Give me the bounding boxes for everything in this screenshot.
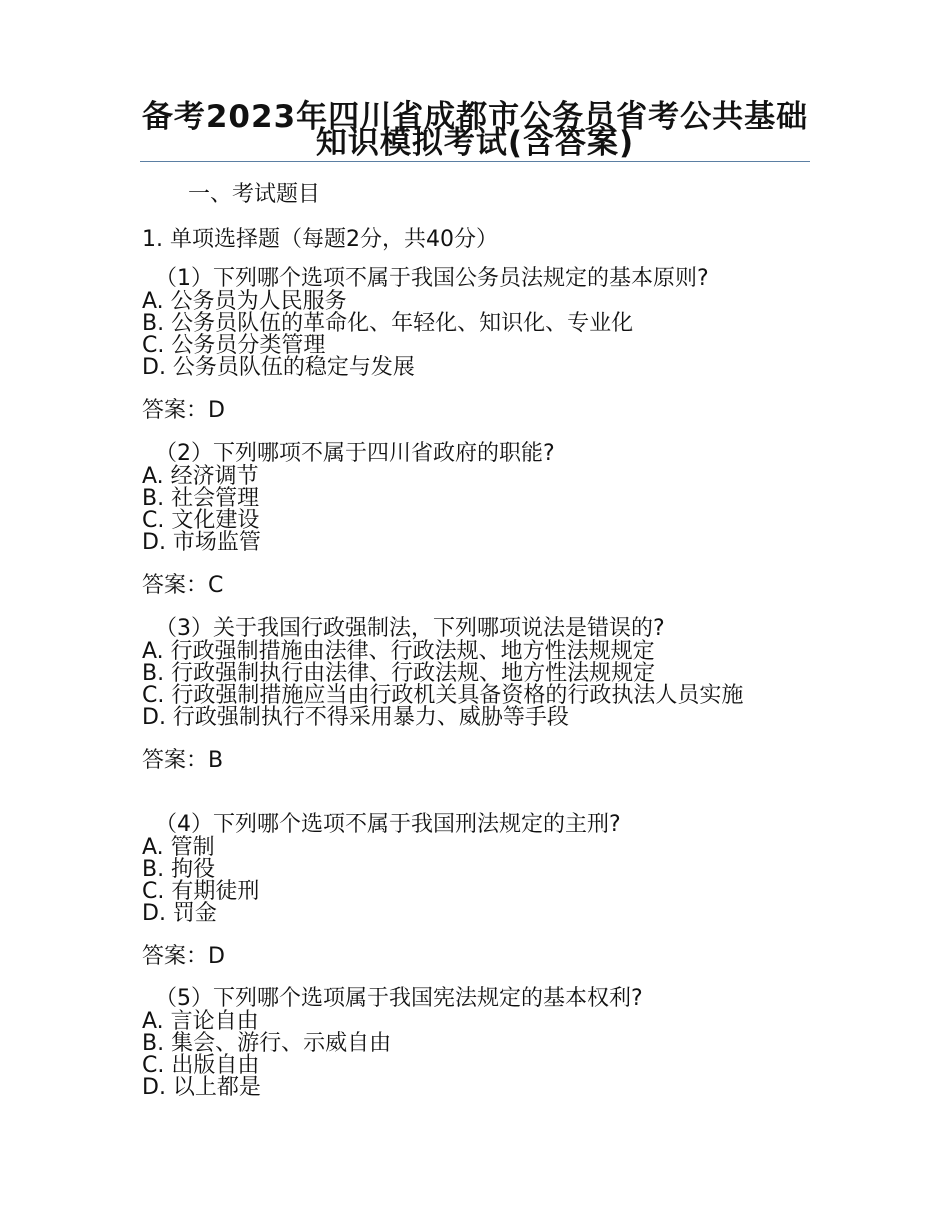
option-a: A. 行政强制措施由法律、行政法规、地方性法规规定 [142,639,655,664]
option-d: D. 公务员队伍的稳定与发展 [142,355,415,380]
question-2 [142,442,802,600]
option-d: D. 罚金 [142,901,217,926]
option-b: B. 行政强制执行由法律、行政法规、地方性法规规定 [142,661,656,686]
option-c: C. 出版自由 [142,1053,260,1078]
option-a: A. 公务员为人民服务 [142,289,347,314]
question-4 [142,813,802,971]
option-a: A. 经济调节 [142,464,259,489]
answer: 答案：D [142,944,225,969]
question-1 [142,267,802,425]
document-title: 备考2023年四川省成都市公务员省考公共基础知识模拟考试(含答案) [141,99,809,161]
option-d: D. 行政强制执行不得采用暴力、威胁等手段 [142,705,569,730]
option-b: B. 公务员队伍的革命化、年轻化、知识化、专业化 [142,311,634,336]
question-stem: （5）下列哪个选项属于我国宪法规定的基本权利? [155,986,643,1011]
option-c: C. 有期徒刑 [142,879,260,904]
option-d: D. 以上都是 [142,1075,261,1100]
answer: 答案：D [142,398,225,423]
question-stem: （2）下列哪项不属于四川省政府的职能? [155,441,555,466]
section-heading: 一、考试题目 [188,182,321,207]
answer: 答案：C [142,573,224,598]
question-stem: （4）下列哪个选项不属于我国刑法规定的主刑? [155,812,621,837]
option-d: D. 市场监管 [142,530,261,555]
answer: 答案：B [142,748,224,773]
question-stem: （1）下列哪个选项不属于我国公务员法规定的基本原则? [155,266,709,291]
option-c: C. 文化建设 [142,508,260,533]
option-b: B. 集会、游行、示威自由 [142,1031,392,1056]
part-heading: 1. 单项选择题（每题2分，共40分） [142,227,498,252]
option-a: A. 言论自由 [142,1009,259,1034]
title-underline [140,161,810,162]
question-stem: （3）关于我国行政强制法，下列哪项说法是错误的? [155,616,665,641]
option-b: B. 社会管理 [142,486,260,511]
question-3 [142,617,802,775]
option-b: B. 拘役 [142,857,216,882]
question-5 [142,987,802,1099]
option-a: A. 管制 [142,835,215,860]
option-c: C. 行政强制措施应当由行政机关具备资格的行政执法人员实施 [142,683,744,708]
option-c: C. 公务员分类管理 [142,333,326,358]
